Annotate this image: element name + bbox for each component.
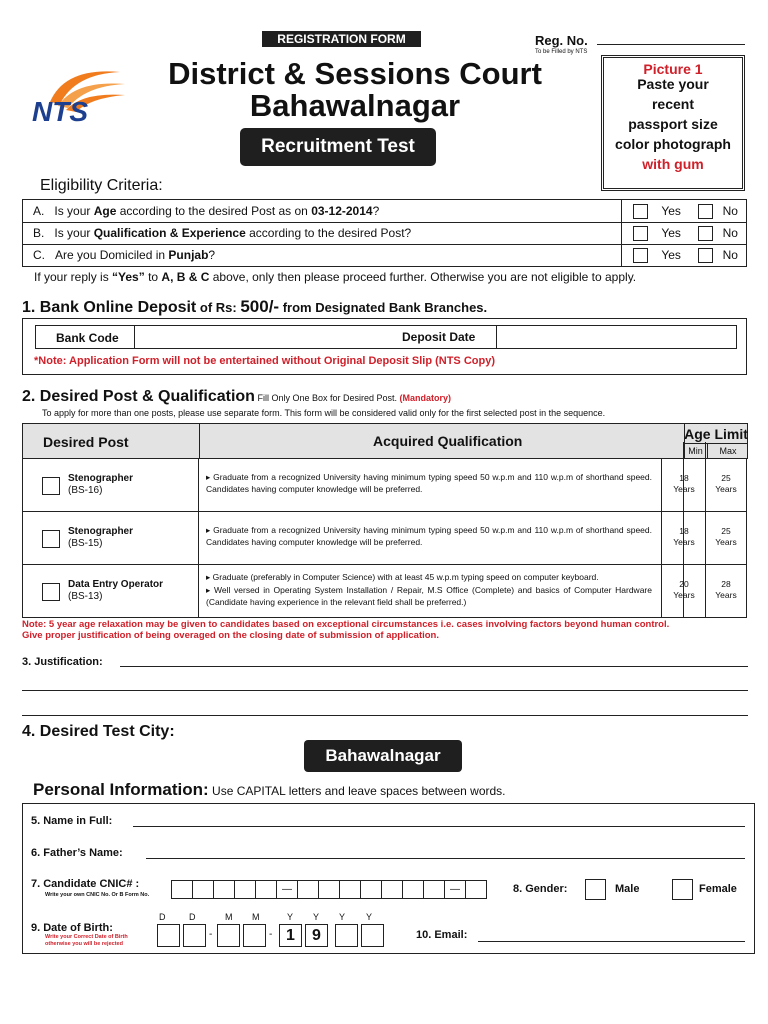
post-checkbox-3[interactable]: [42, 583, 60, 601]
post-qualification: ▸ Graduate from a recognized University having minimum typing speed 50 w.p.m and 110 w.p.m of shorthand speed. Candidates having computer knowledge will be preferred.: [206, 472, 652, 494]
justification-input-3[interactable]: [22, 715, 748, 716]
age-max: 25 Years: [715, 526, 737, 547]
dob-letter: Y: [313, 912, 320, 922]
father-name-input[interactable]: [146, 858, 745, 859]
cnic-input[interactable]: [171, 880, 487, 899]
post-scale: (BS-13): [68, 591, 103, 602]
row-letter: B.: [33, 226, 45, 240]
post-name: Stenographer: [68, 473, 134, 484]
dob-letter: M: [252, 912, 260, 922]
no-label: No: [722, 226, 738, 240]
email-input[interactable]: [478, 941, 745, 942]
row-text: Is your: [54, 226, 94, 240]
yes-checkbox-c[interactable]: [633, 248, 648, 263]
bank-heading: [22, 297, 487, 317]
no-label: No: [722, 248, 738, 262]
dob-month-1[interactable]: [217, 924, 240, 947]
female-label: Female: [699, 883, 737, 895]
personal-heading-title: Personal Information:: [33, 780, 209, 799]
col-age-limit: Age Limit: [684, 426, 748, 442]
post-mandatory: (Mandatory): [399, 393, 452, 403]
no-checkbox-a[interactable]: [698, 204, 713, 219]
row-text: according to the desired Post as on: [116, 204, 312, 218]
post-heading: [22, 388, 451, 406]
row-bold: 03-12-2014: [311, 204, 373, 218]
photo-box[interactable]: [601, 55, 745, 191]
eligibility-note: [34, 270, 636, 284]
personal-hint: Use CAPITAL letters and leave spaces between words.: [208, 784, 506, 798]
bank-heading-title: 1. Bank Online Deposit: [22, 299, 197, 316]
row-bold: Punjab: [168, 248, 209, 262]
cnic-dash: —: [277, 881, 298, 898]
personal-section: 5. Name in Full: 6. Father’s Name: 7. Candidate CNIC# : Write your own CNIC No. Or B Form No. — — 8. Gender: Male Female D D M M Y Y Y Y 9. Date of Birth: Write your Correct Date of Birth otherwise you will be rejected - - 1 9 10. Email:: [22, 803, 755, 954]
male-label: Male: [615, 883, 640, 895]
row-text: Are you Domiciled in: [55, 248, 169, 262]
post-name: Data Entry Operator: [68, 579, 164, 590]
justification-label: 3. Justification:: [22, 656, 103, 668]
yes-checkbox-a[interactable]: [633, 204, 648, 219]
email-label: 10. Email:: [416, 929, 468, 941]
col-min: Min: [688, 446, 703, 456]
post-row-3: [22, 564, 747, 617]
bank-note: *Note: Application Form will not be entertained without Original Deposit Slip (NTS Copy): [34, 355, 495, 367]
note-text: above, only then please proceed further. Otherwise you are not eligible to apply.: [209, 270, 637, 284]
yes-label: Yes: [661, 204, 681, 218]
row-letter: A.: [33, 204, 45, 218]
dob-year-4[interactable]: [361, 924, 384, 947]
name-input[interactable]: [133, 826, 745, 827]
dob-letter: D: [189, 912, 196, 922]
answer-a: [633, 204, 738, 219]
row-letter: C.: [33, 248, 45, 262]
col-desired-post: Desired Post: [43, 434, 129, 450]
post-checkbox-1[interactable]: [42, 477, 60, 495]
photo-line2: recent: [651, 96, 695, 112]
dob-year-3[interactable]: [335, 924, 358, 947]
post-name: Stenographer: [68, 526, 134, 537]
no-checkbox-b[interactable]: [698, 226, 713, 241]
father-name-label: 6. Father’s Name:: [31, 847, 123, 859]
cnic-label: 7. Candidate CNIC# :: [31, 878, 140, 890]
dob-label: 9. Date of Birth:: [31, 922, 113, 934]
age-relaxation-note: Note: 5 year age relaxation may be given to candidates based on exceptional circumstances i.e. cases involving factors beyond human control.: [22, 619, 670, 630]
deposit-date-label: Deposit Date: [402, 330, 476, 344]
logo-text: NTS: [32, 96, 88, 127]
nts-logo: [30, 62, 130, 132]
post-checkbox-2[interactable]: [42, 530, 60, 548]
eligibility-heading: Eligibility Criteria:: [40, 177, 163, 194]
age-max: 25 Years: [715, 473, 737, 494]
post-row-1: [22, 458, 747, 511]
reg-no-label: Reg. No.: [535, 33, 588, 48]
gender-label: 8. Gender:: [513, 883, 568, 895]
yes-checkbox-b[interactable]: [633, 226, 648, 241]
post-row-2: [22, 511, 747, 564]
bank-code-label: Bank Code: [56, 331, 119, 345]
dob-letter: D: [159, 912, 166, 922]
col-acquired-qualification: Acquired Qualification: [373, 433, 523, 449]
note-text: to: [144, 270, 162, 284]
age-min: 18 Years: [673, 526, 695, 547]
dob-day-1[interactable]: [157, 924, 180, 947]
dob-hint-2: otherwise you will be rejected: [45, 941, 123, 947]
bank-code-input[interactable]: [134, 326, 384, 348]
age-max: 28 Years: [715, 579, 737, 600]
reg-no-note: To be Filled by NTS: [535, 49, 588, 55]
dob-hint: Write your Correct Date of Birth: [45, 934, 128, 940]
photo-line5: with gum: [642, 156, 704, 172]
reg-no-input[interactable]: [597, 44, 745, 45]
eligibility-row-c: [33, 248, 215, 262]
row-text: Is your: [54, 204, 94, 218]
answer-b: [633, 226, 738, 241]
row-text: according to the desired Post?: [245, 226, 412, 240]
dob-letters: [159, 912, 389, 924]
eligibility-table: [22, 199, 747, 267]
photo-line3: passport size: [628, 116, 718, 132]
dob-letter: Y: [339, 912, 346, 922]
photo-line1: Paste your: [637, 76, 709, 92]
note-bold: “Yes”: [112, 270, 145, 284]
post-qualification: ▸ Graduate (preferably in Computer Science) with at least 45 w.p.m typing speed on computer keyboard.: [206, 572, 599, 582]
row-bold: Qualification & Experience: [93, 226, 246, 240]
col-max: Max: [719, 446, 737, 456]
note-text: If your reply is: [34, 270, 113, 284]
row-bold: Age: [93, 204, 117, 218]
bank-fields: [35, 325, 737, 349]
no-checkbox-c[interactable]: [698, 248, 713, 263]
justification-input-1[interactable]: [120, 666, 748, 667]
registration-form-badge: REGISTRATION FORM: [262, 31, 421, 47]
bank-section: [22, 318, 747, 375]
post-scale: (BS-16): [68, 485, 103, 496]
male-checkbox[interactable]: [585, 879, 606, 900]
bank-amount: 500/-: [240, 297, 280, 316]
yes-label: Yes: [661, 248, 681, 262]
age-relaxation-note-2: Give proper justification of being overaged on the closing date of submission of application.: [22, 630, 439, 641]
yes-label: Yes: [661, 226, 681, 240]
eligibility-row-a: [33, 204, 379, 218]
female-checkbox[interactable]: [672, 879, 693, 900]
dob-year-2[interactable]: 9: [305, 924, 328, 947]
row-text: ?: [372, 204, 380, 218]
answer-c: [633, 248, 738, 263]
test-city-value: Bahawalnagar: [304, 740, 462, 772]
row-text: ?: [208, 248, 216, 262]
no-label: No: [722, 204, 738, 218]
name-label: 5. Name in Full:: [31, 815, 113, 827]
cnic-hint: Write your own CNIC No. Or B Form No.: [45, 892, 150, 898]
post-heading-title: 2. Desired Post & Qualification: [22, 388, 255, 405]
age-min: 18 Years: [673, 473, 695, 494]
cnic-dash: —: [445, 881, 466, 898]
eligibility-row-b: [33, 226, 411, 240]
deposit-date-input[interactable]: [496, 326, 736, 348]
note-bold: A, B & C: [161, 270, 210, 284]
dob-letter: Y: [287, 912, 294, 922]
page-title-city: Bahawalnagar: [249, 88, 461, 123]
justification-input-2[interactable]: [22, 690, 748, 691]
dob-letter: Y: [366, 912, 373, 922]
photo-label: Picture 1: [643, 61, 703, 77]
post-qualification-2: ▸ Well versed in Operating System Installation / Repair, M.S Office (Complete) and basics of Computer Hardware (Candidate having experience in the relevant field shall be preferred.): [206, 585, 652, 607]
post-scale: (BS-15): [68, 538, 103, 549]
age-min: 20 Years: [673, 579, 695, 600]
dob-day-2[interactable]: [183, 924, 206, 947]
post-qualification: ▸ Graduate from a recognized University having minimum typing speed 50 w.p.m and 110 w.p.m of shorthand speed. Candidates having computer knowledge will be preferred.: [206, 525, 652, 547]
page-title: District & Sessions Court: [168, 56, 542, 91]
recruitment-test-banner: Recruitment Test: [240, 128, 436, 166]
personal-heading: [33, 780, 506, 800]
dob-month-2[interactable]: [243, 924, 266, 947]
dob-letter: M: [225, 912, 233, 922]
photo-line4: color photograph: [615, 136, 731, 152]
post-sub-note: To apply for more than one posts, please use separate form. This form will be considered valid only for the first selected post in the sequence.: [42, 408, 606, 418]
dob-year-1[interactable]: 1: [279, 924, 302, 947]
post-fill-note: Fill Only One Box for Desired Post.: [254, 393, 400, 403]
test-city-heading: 4. Desired Test City:: [22, 723, 175, 740]
bank-heading-of: of Rs:: [196, 300, 241, 315]
bank-heading-post: from Designated Bank Branches.: [279, 300, 488, 315]
